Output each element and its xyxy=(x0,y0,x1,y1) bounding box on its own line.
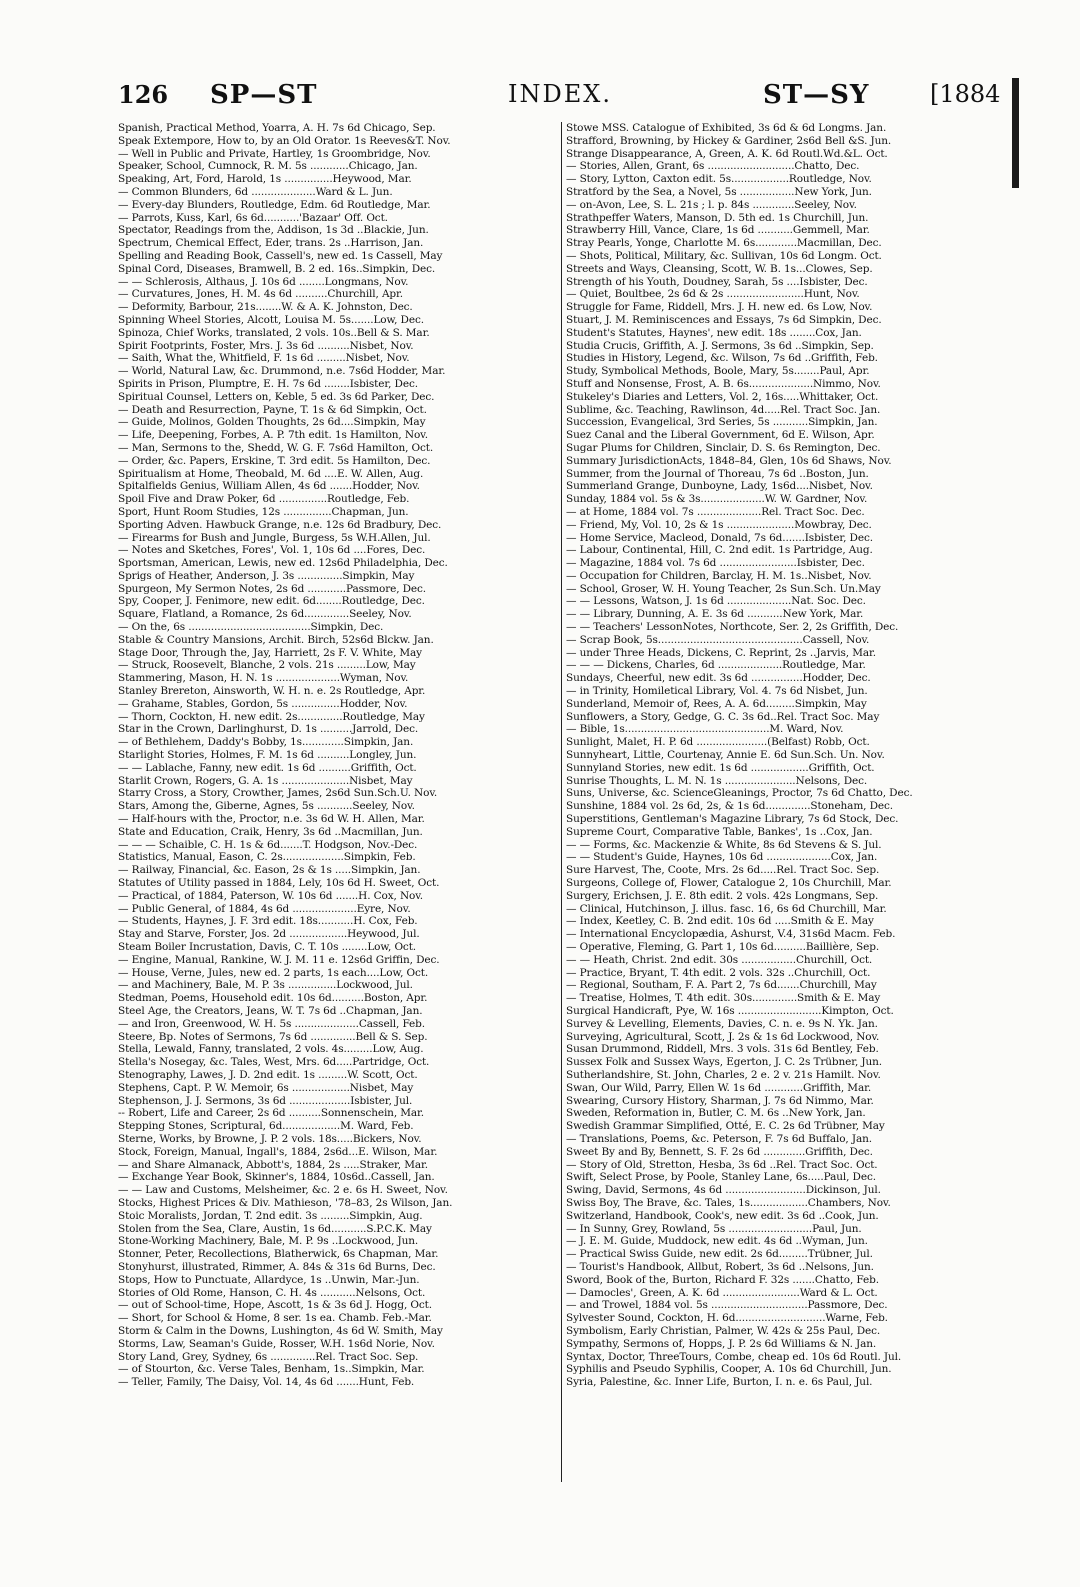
index-entry: Spanish, Practical Method, Yoarra, A. H. 7s 6d Chicago, Sep. xyxy=(118,122,436,134)
index-entry: Summerland Grange, Dunboyne, Lady, 1s6d....Nisbet, Nov. xyxy=(566,480,873,493)
index-entry: Stoic Moralists, Jordan, T. 2nd edit. 3s .........Simpkin, Aug. xyxy=(118,1209,423,1222)
index-entry: Spectator, Readings from the, Addison, 1s 3d ..Blackie, Jun. xyxy=(118,224,429,237)
index-entry: Speaker, School, Cumnock, R. M. 5s ............Chicago, Jan. xyxy=(118,160,418,173)
index-entry: Spinal Cord, Diseases, Bramwell, B. 2 ed. 16s..Simpkin, Dec. xyxy=(118,262,436,275)
header-title: INDEX. xyxy=(508,80,612,108)
page-number: 126 xyxy=(118,80,169,109)
index-entry: Stories of Old Rome, Hanson, C. H. 4s ...........Nelsons, Oct. xyxy=(118,1286,426,1299)
index-entry: Square, Flatland, a Romance, 2s 6d..............Seeley, Nov. xyxy=(118,608,412,621)
index-entry: — Curvatures, Jones, H. M. 4s 6d ..........Churchill, Apr. xyxy=(118,288,403,301)
index-entry: Spiritualism at Home, Theobald, M. 6d ....E. W. Allen, Aug. xyxy=(118,467,424,480)
index-entry: — International Encyclopædia, Ashurst, V.4, 31s6d Macm. Feb. xyxy=(566,928,896,941)
index-entry: — Scrap Book, 5s.............................................Cassell, Nov. xyxy=(566,633,870,646)
index-column-right xyxy=(566,122,998,1482)
index-entry: Sunlight, Malet, H. P. 6d ......................(Belfast) Robb, Oct. xyxy=(566,736,870,749)
index-entry: — and Machinery, Bale, M. P. 3s ...............Lockwood, Jul. xyxy=(118,979,413,992)
index-entry: Stella's Nosegay, &c. Tales, West, Mrs. 6d.....Partridge, Oct. xyxy=(118,1056,430,1069)
index-entry: — On the, 6s ......................................Simpkin, Dec. xyxy=(118,621,384,634)
index-entry: — and Trowel, 1884 vol. 5s ..............................Passmore, Dec. xyxy=(566,1299,888,1312)
index-entry: Sterne, Works, by Browne, J. P. 2 vols. 18s.....Bickers, Nov. xyxy=(118,1132,422,1145)
index-entry: — Well in Public and Private, Hartley, 1s Groombridge, Nov. xyxy=(118,147,431,160)
index-entry: Star in the Crown, Darlinghurst, D. 1s ..........Jarrold, Dec. xyxy=(118,723,419,736)
index-entry: — Saith, What the, Whitfield, F. 1s 6d .........Nisbet, Nov. xyxy=(118,352,410,365)
index-entry: Suns, Universe, &c. ScienceGleanings, Proctor, 7s 6d Chatto, Dec. xyxy=(566,787,913,800)
index-entry: — of Stourton, &c. Verse Tales, Benham, 1s..Simpkin, Mar. xyxy=(118,1363,425,1376)
index-entry: — Operative, Fleming, G. Part 1, 10s 6d..........Baillière, Sep. xyxy=(566,941,880,953)
index-entry: -- Robert, Life and Career, 2s 6d ..........Sonnenschein, Mar. xyxy=(118,1107,424,1120)
index-entry: State and Education, Craik, Henry, 3s 6d ..Macmillan, Jun. xyxy=(118,825,423,838)
index-entry: Stops, How to Punctuate, Allardyce, 1s ..Unwin, Mar.-Jun. xyxy=(118,1273,420,1286)
index-entry: — — Lessons, Watson, J. 1s 6d ....................Nat. Soc. Dec. xyxy=(566,595,866,608)
index-entry: Strange Disappearance, A, Green, A. K. 6d Routl.Wd.&L. Oct. xyxy=(566,147,888,160)
index-entry: Syntax, Doctor, ThreeTours, Combe, cheap ed. 10s 6d Routl. Jul. xyxy=(566,1350,902,1363)
index-entry: Spinning Wheel Stories, Alcott, Louisa M. 5s.......Low, Dec. xyxy=(118,313,424,326)
header-range-right: ST—SY xyxy=(763,80,870,110)
index-entry: Starlight Stories, Holmes, F. M. 1s 6d ..........Longley, Jun. xyxy=(118,749,417,762)
index-entry: Surveying, Agricultural, Scott, J. 2s & 1s 6d Lockwood, Nov. xyxy=(566,1030,880,1043)
index-entry: — under Three Heads, Dickens, C. Reprint, 2s ..Jarvis, Mar. xyxy=(566,646,876,659)
index-entry: Statutes of Utility passed in 1884, Lely, 10s 6d H. Sweet, Oct. xyxy=(118,877,440,890)
index-entry: — Half-hours with the, Proctor, n.e. 3s 6d W. H. Allen, Mar. xyxy=(118,813,425,826)
index-entry: Succession, Evangelical, 3rd Series, 5s ...........Simpkin, Jan. xyxy=(566,416,878,429)
index-entry: Sword, Book of the, Burton, Richard F. 32s .......Chatto, Feb. xyxy=(566,1273,879,1286)
index-entry: Stolen from the Sea, Clare, Austin, 1s 6d...........S.P.C.K. May xyxy=(118,1222,432,1235)
index-entry: Strathpeffer Waters, Manson, D. 5th ed. 1s Churchill, Jun. xyxy=(566,211,869,224)
index-entry: Strength of his Youth, Doudney, Sarah, 5s ....Isbister, Dec. xyxy=(566,275,868,288)
index-entry: — Struck, Roosevelt, Blanche, 2 vols. 21s .........Low, May xyxy=(118,659,416,672)
index-entry: — Thorn, Cockton, H. new edit. 2s..............Routledge, May xyxy=(118,710,425,723)
index-entry: Sportsman, American, Lewis, new ed. 12s6d Philadelphia, Dec. xyxy=(118,557,448,570)
index-entry: Stage Door, Through the, Jay, Harriett, 2s F. V. White, May xyxy=(118,646,422,659)
index-entry: — Tourist's Handbook, Allbut, Robert, 3s 6d ..Nelsons, Jun. xyxy=(566,1260,874,1273)
index-entry: Stratford by the Sea, a Novel, 5s .................New York, Jun. xyxy=(566,185,872,198)
index-entry: Sprigs of Heather, Anderson, J. 3s ..............Simpkin, May xyxy=(118,569,415,582)
index-entry: Sugar Plums for Children, Sinclair, D. S. 6s Remington, Dec. xyxy=(566,441,881,454)
index-entry: — of Bethlehem, Daddy's Bobby, 1s.............Simpkin, Jan. xyxy=(118,736,414,749)
index-entry: Suez Canal and the Liberal Government, 6d E. Wilson, Apr. xyxy=(566,429,875,442)
index-entry: Sweden, Reformation in, Butler, C. M. 6s ..New York, Jan. xyxy=(566,1107,866,1120)
index-entry: — Life, Deepening, Forbes, A. P. 7th edit. 1s Hamilton, Nov. xyxy=(118,429,428,442)
index-entry: — Death and Resurrection, Payne, T. 1s & 6d Simpkin, Oct. xyxy=(118,403,427,416)
index-entry: — Every-day Blunders, Routledge, Edm. 6d Routledge, Mar. xyxy=(118,198,431,211)
index-entry: Steere, Bp. Notes of Sermons, 7s 6d ..............Bell & S. Sep. xyxy=(118,1030,428,1043)
index-entry: — — — Schaible, C. H. 1s & 6d.......T. Hodgson, Nov.-Dec. xyxy=(118,838,418,851)
index-entry: Student's Statutes, Haynes', new edit. 18s ........Cox, Jan. xyxy=(566,326,862,339)
index-entry: — Home Service, Macleod, Donald, 7s 6d.......Isbister, Dec. xyxy=(566,531,873,544)
index-entry: Stephens, Capt. P. W. Memoir, 6s ..................Nisbet, May xyxy=(118,1081,414,1094)
index-entry: — Shots, Political, Military, &c. Sullivan, 10s 6d Longm. Oct. xyxy=(566,249,882,262)
index-entry: Study, Symbolical Methods, Boole, Mary, 5s........Paul, Apr. xyxy=(566,365,870,378)
index-entry: — World, Natural Law, &c. Drummond, n.e. 7s6d Hodder, Mar. xyxy=(118,365,446,378)
index-entry: — Treatise, Holmes, T. 4th edit. 30s..............Smith & E. May xyxy=(566,992,881,1005)
index-entry: Sunnyheart, Little, Courtenay, Annie E. 6d Sun.Sch. Un. Nov. xyxy=(566,749,885,762)
index-entry: — — — Dickens, Charles, 6d ....................Routledge, Mar. xyxy=(566,659,866,672)
index-entry: Sundays, Cheerful, new edit. 3s 6d ................Hodder, Dec. xyxy=(566,672,871,685)
index-entry: Switzerland, Handbook, Cook's, new edit. 3s 6d ..Cook, Jun. xyxy=(566,1209,879,1222)
index-entry: Spelling and Reading Book, Cassell's, new ed. 1s Cassell, May xyxy=(118,249,443,262)
index-entry: Superstitions, Gentleman's Magazine Library, 7s 6d Stock, Dec. xyxy=(566,813,899,826)
index-entry: — Notes and Sketches, Fores', Vol. 1, 10s 6d ....Fores, Dec. xyxy=(118,544,426,557)
index-entry: Spitalfields Genius, William Allen, 4s 6d .......Hodder, Nov. xyxy=(118,480,420,493)
index-entry: Sure Harvest, The, Coote, Mrs. 2s 6d.....Rel. Tract Soc. Sep. xyxy=(566,864,880,877)
index-entry: — Guide, Molinos, Golden Thoughts, 2s 6d....Simpkin, May xyxy=(118,416,426,429)
index-entry: — Man, Sermons to the, Shedd, W. G. F. 7s6d Hamilton, Oct. xyxy=(118,441,434,454)
index-entry: — In Sunny, Grey, Rowland, 5s ..........................Paul, Jun. xyxy=(566,1222,862,1235)
index-entry: — Clinical, Hutchinson, J. illus. fasc. 16, 6s 6d Churchill, Mar. xyxy=(566,902,887,915)
index-entry: — School, Groser, W. H. Young Teacher, 2s Sun.Sch. Un.May xyxy=(566,582,881,595)
index-entry: Steel Age, the Creators, Jeans, W. T. 7s 6d ..Chapman, Jan. xyxy=(118,1004,423,1017)
index-entry: Swing, David, Sermons, 4s 6d .........................Dickinson, Jul. xyxy=(566,1184,881,1197)
index-entry: — Parrots, Kuss, Karl, 6s 6d...........'Bazaar' Off. Oct. xyxy=(118,211,388,224)
index-entry: Stowe MSS. Catalogue of Exhibited, 3s 6d & 6d Longms. Jan. xyxy=(566,122,887,134)
index-entry: Stocks, Highest Prices & Div. Mathieson, '78–83, 2s Wilson, Jan. xyxy=(118,1196,453,1209)
index-entry: Sport, Hunt Room Studies, 12s ...............Chapman, Jun. xyxy=(118,505,409,518)
index-entry: Stedman, Poems, Household edit. 10s 6d..........Boston, Apr. xyxy=(118,992,428,1005)
index-entry: — — Heath, Christ. 2nd edit. 30s .................Churchill, Oct. xyxy=(566,953,873,966)
index-entry: Stuart, J. M. Reminiscences and Essays, 7s 6d Simpkin, Dec. xyxy=(566,313,882,326)
index-entry: Swiss Boy, The Brave, &c. Tales, 1s..................Chambers, Nov. xyxy=(566,1196,891,1209)
index-entry: Supreme Court, Comparative Table, Bankes', 1s ..Cox, Jan. xyxy=(566,825,873,838)
index-entry: Surgery, Erichsen, J. E. 8th edit. 2 vols. 42s Longmans, Sep. xyxy=(566,889,879,902)
index-entry: Survey & Levelling, Elements, Davies, C. n. e. 9s N. Yk. Jan. xyxy=(566,1017,878,1030)
index-entry: Stuff and Nonsense, Frost, A. B. 6s....................Nimmo, Nov. xyxy=(566,377,881,390)
index-entry: Spinoza, Chief Works, translated, 2 vols. 10s..Bell & S. Mar. xyxy=(118,326,430,339)
index-entry: Syria, Palestine, &c. Inner Life, Burton, I. n. e. 6s Paul, Jul. xyxy=(566,1376,873,1389)
index-entry: — Story of Old, Stretton, Hesba, 3s 6d ..Rel. Tract Soc. Oct. xyxy=(566,1158,878,1171)
index-entry: Spiritual Counsel, Letters on, Keble, 5 ed. 3s 6d Parker, Dec. xyxy=(118,390,435,403)
index-entry: Sylvester Sound, Cockton, H. 6d............................Warne, Feb. xyxy=(566,1312,888,1325)
index-entry: — Exchange Year Book, Skinner's, 1884, 10s6d..Cassell, Jan. xyxy=(118,1171,435,1184)
index-entry: Stars, Among the, Giberne, Agnes, 5s ...........Seeley, Nov. xyxy=(118,800,415,813)
index-entry: Surgical Handicraft, Pye, W. 16s ..........................Kimpton, Oct. xyxy=(566,1004,894,1017)
running-header xyxy=(118,80,1001,120)
index-entry: Sunflowers, a Story, Gedge, G. C. 3s 6d..Rel. Tract Soc. May xyxy=(566,710,880,723)
index-entry: — at Home, 1884 vol. 7s ....................Rel. Tract Soc. Dec. xyxy=(566,505,865,518)
index-entry: Syphilis and Pseudo Syphilis, Cooper, A. 10s 6d Churchill, Jun. xyxy=(566,1363,892,1376)
index-entry: — Short, for School & Home, 8 ser. 1s ea. Chamb. Feb.-Mar. xyxy=(118,1312,432,1325)
index-entry: — Stories, Allen, Grant, 6s ...........................Chatto, Dec. xyxy=(566,160,860,173)
index-entry: Storms, Law, Seaman's Guide, Rosser, W.H. 1s6d Norie, Nov. xyxy=(118,1337,435,1350)
index-entry: — Deformity, Barbour, 21s........W. & A. K. Johnston, Dec. xyxy=(118,301,413,314)
index-entry: — Common Blunders, 6d ....................Ward & L. Jun. xyxy=(118,185,393,198)
index-entry: Sublime, &c. Teaching, Rawlinson, 4d.....Rel. Tract Soc. Jan. xyxy=(566,403,881,416)
index-entry: Starlit Crown, Rogers, G. A. 1s .....................Nisbet, May xyxy=(118,774,413,787)
index-entry: Stray Pearls, Yonge, Charlotte M. 6s.............Macmillan, Dec. xyxy=(566,237,882,250)
index-entry: Sunrise Thoughts, L. M. N. 1s ......................Nelsons, Dec. xyxy=(566,774,868,787)
index-entry: — Story, Lytton, Caxton edit. 5s..................Routledge, Nov. xyxy=(566,173,872,186)
index-entry: — Occupation for Children, Barclay, H. M. 1s..Nisbet, Nov. xyxy=(566,569,872,582)
index-entry: Strawberry Hill, Vance, Clare, 1s 6d ...........Gemmell, Mar. xyxy=(566,224,870,237)
index-entry: — — Teachers' LessonNotes, Northcote, Ser. 2, 2s Griffith, Dec. xyxy=(566,621,899,634)
index-entry: Susan Drummond, Riddell, Mrs. 3 vols. 31s 6d Bentley, Feb. xyxy=(566,1043,879,1056)
index-entry: — Damocles', Green, A. K. 6d ........................Ward & L. Oct. xyxy=(566,1286,878,1299)
index-entry: — House, Verne, Jules, new ed. 2 parts, 1s each....Low, Oct. xyxy=(118,966,429,979)
index-entry: — Teller, Family, The Daisy, Vol. 14, 4s 6d .......Hunt, Feb. xyxy=(118,1376,415,1389)
index-entry: Speaking, Art, Ford, Harold, 1s ...............Heywood, Mar. xyxy=(118,173,412,186)
index-entry: Sutherlandshire, St. John, Charles, 2 e. 2 v. 21s Hamilt. Nov. xyxy=(566,1068,881,1081)
index-entry: — Regional, Southam, F. A. Part 2, 7s 6d.......Churchill, May xyxy=(566,979,877,992)
index-entry: Symbolism, Early Christian, Palmer, W. 42s & 25s Paul, Dec. xyxy=(566,1324,881,1337)
index-entry: Spoil Five and Draw Poker, 6d ...............Routledge, Feb. xyxy=(118,493,410,506)
index-column-left xyxy=(118,122,558,1482)
index-entry: — Translations, Poems, &c. Peterson, F. 7s 6d Buffalo, Jan. xyxy=(566,1132,872,1145)
index-entry: Sunnyland Stories, new edit. 1s 6d ..................Griffith, Oct. xyxy=(566,761,875,774)
index-entry: Speak Extempore, How to, by an Old Orator. 1s Reeves&T. Nov. xyxy=(118,134,451,147)
index-entry: Summary JurisdictionActs, 1848–84, Glen, 10s 6d Shaws, Nov. xyxy=(566,454,892,467)
index-entry: Sympathy, Sermons of, Hopps, J. P. 2s 6d Williams & N. Jan. xyxy=(566,1337,877,1350)
index-entry: Swift, Select Prose, by Poole, Stanley Lane, 6s.....Paul, Dec. xyxy=(566,1171,876,1184)
index-entry: Stay and Starve, Forster, Jos. 2d ..................Heywood, Jul. xyxy=(118,928,420,941)
header-year: [1884 xyxy=(930,80,1001,108)
index-entry: — Friend, My, Vol. 10, 2s & 1s .....................Mowbray, Dec. xyxy=(566,518,872,531)
index-entry: Stella, Lewald, Fanny, translated, 2 vols. 4s.........Low, Aug. xyxy=(118,1043,424,1056)
index-entry: Sunday, 1884 vol. 5s & 3s....................W. W. Gardner, Nov. xyxy=(566,493,868,506)
index-entry: Struggle for Fame, Riddell, Mrs. J. H. new ed. 6s Low, Nov. xyxy=(566,301,873,314)
index-entry: — Bible, 1s.............................................M. Ward, Nov. xyxy=(566,723,844,736)
index-entry: — — Forms, &c. Mackenzie & White, 8s 6d Stevens & S. Jul. xyxy=(566,838,882,851)
index-entry: Streets and Ways, Cleansing, Scott, W. B. 1s...Clowes, Sep. xyxy=(566,262,873,275)
index-entry: Stenography, Lawes, J. D. 2nd edit. 1s .........W. Scott, Oct. xyxy=(118,1068,418,1081)
index-entry: Studies in History, Legend, &c. Wilson, 7s 6d ..Griffith, Feb. xyxy=(566,352,878,365)
header-range-left: SP—ST xyxy=(210,80,318,110)
index-entry: Stanley Brereton, Ainsworth, W. H. n. e. 2s Routledge, Apr. xyxy=(118,685,426,698)
index-entry: Swan, Our Wild, Parry, Ellen W. 1s 6d ............Griffith, Mar. xyxy=(566,1081,872,1094)
index-entry: Sunderland, Memoir of, Rees, A. A. 6d.........Simpkin, May xyxy=(566,697,867,710)
index-entry: — Students, Haynes, J. F. 3rd edit. 18s...........H. Cox, Feb. xyxy=(118,915,418,928)
index-entry: — J. E. M. Guide, Muddock, new edit. 4s 6d ..Wyman, Jun. xyxy=(566,1235,868,1248)
index-entry: Storm & Calm in the Downs, Lushington, 4s 6d W. Smith, May xyxy=(118,1324,443,1337)
index-entry: — on-Avon, Lee, S. L. 21s ; l. p. 84s .............Seeley, Nov. xyxy=(566,198,857,211)
index-entry: — Practice, Bryant, T. 4th edit. 2 vols. 32s ..Churchill, Oct. xyxy=(566,966,871,979)
index-entry: — — Library, Dunning, A. E. 3s 6d ...........New York, Mar. xyxy=(566,608,864,621)
index-entry: — — Schlerosis, Althaus, J. 10s 6d ........Longmans, Nov. xyxy=(118,275,409,288)
index-entry: — Index, Keetley, C. B. 2nd edit. 10s 6d .....Smith & E. May xyxy=(566,915,874,928)
index-entry: — and Iron, Greenwood, W. H. 5s ....................Cassell, Feb. xyxy=(118,1017,425,1030)
index-entry: — Firearms for Bush and Jungle, Burgess, 5s W.H.Allen, Jul. xyxy=(118,531,431,544)
page-edge-mark xyxy=(1012,78,1019,188)
index-entry: — Order, &c. Papers, Erskine, T. 3rd edit. 5s Hamilton, Dec. xyxy=(118,454,431,467)
index-entry: Stone-Working Machinery, Bale, M. P. 9s ..Lockwood, Jun. xyxy=(118,1235,419,1248)
index-entry: Stonyhurst, illustrated, Rimmer, A. 84s & 31s 6d Burns, Dec. xyxy=(118,1260,436,1273)
index-entry: Spy, Cooper, J. Fenimore, new edit. 6d........Routledge, Dec. xyxy=(118,595,425,608)
index-entry: Spurgeon, My Sermon Notes, 2s 6d ............Passmore, Dec. xyxy=(118,582,427,595)
index-entry: Story Land, Grey, Sydney, 6s ..............Rel. Tract Soc. Sep. xyxy=(118,1350,419,1363)
column-divider xyxy=(561,122,562,1482)
index-entry: Strafford, Browning, by Hickey & Gardiner, 2s6d Bell &S. Jun. xyxy=(566,134,892,147)
index-entry: Sweet By and By, Bennett, S. F. 2s 6d .............Griffith, Dec. xyxy=(566,1145,873,1158)
index-entry: Stukeley's Diaries and Letters, Vol. 2, 16s.....Whittaker, Oct. xyxy=(566,390,879,403)
index-entry: Spirit Footprints, Foster, Mrs. J. 3s 6d ..........Nisbet, Nov. xyxy=(118,339,414,352)
index-entry: Steam Boiler Incrustation, Davis, C. T. 10s ........Low, Oct. xyxy=(118,941,417,953)
index-entry: Starry Cross, a Story, Crowther, James, 2s6d Sun.Sch.U. Nov. xyxy=(118,787,438,800)
index-entry: Stammering, Mason, H. N. 1s ....................Wyman, Nov. xyxy=(118,672,409,685)
index-entry: Sunshine, 1884 vol. 2s 6d, 2s, & 1s 6d..............Stoneham, Dec. xyxy=(566,800,893,813)
index-entry: — in Trinity, Homiletical Library, Vol. 4. 7s 6d Nisbet, Jun. xyxy=(566,685,868,698)
index-entry: — Public General, of 1884, 4s 6d ....................Eyre, Nov. xyxy=(118,902,411,915)
index-entry: Statistics, Manual, Eason, C. 2s...................Simpkin, Feb. xyxy=(118,851,416,864)
index-entry: — — Law and Customs, Melsheimer, &c. 2 e. 6s H. Sweet, Nov. xyxy=(118,1184,448,1197)
index-entry: — Labour, Continental, Hill, C. 2nd edit. 1s Partridge, Aug. xyxy=(566,544,873,557)
index-entry: Sussex Folk and Sussex Ways, Egerton, J. C. 2s Trübner, Jun. xyxy=(566,1056,883,1069)
index-entry: Summer, from the Journal of Thoreau, 7s 6d ..Boston, Jun. xyxy=(566,467,869,480)
index-entry: — Practical, of 1884, Paterson, W. 10s 6d .......H. Cox, Nov. xyxy=(118,889,424,902)
index-entry: Swearing, Cursory History, Sharman, J. 7s 6d Nimmo, Mar. xyxy=(566,1094,874,1107)
index-entry: — Magazine, 1884 vol. 7s 6d ........................Isbister, Dec. xyxy=(566,557,865,570)
index-entry: — out of School-time, Hope, Ascott, 1s & 3s 6d J. Hogg, Oct. xyxy=(118,1299,432,1312)
index-entry: Spectrum, Chemical Effect, Eder, trans. 2s ..Harrison, Jan. xyxy=(118,237,424,250)
index-entry: — — Student's Guide, Haynes, 10s 6d ....................Cox, Jan. xyxy=(566,851,878,864)
index-entry: — and Share Almanack, Abbott's, 1884, 2s .....Straker, Mar. xyxy=(118,1158,428,1171)
index-entry: Stepping Stones, Scriptural, 6d..................M. Ward, Feb. xyxy=(118,1120,414,1133)
index-entry: Stable & Country Mansions, Archit. Birch, 52s6d Blckw. Jan. xyxy=(118,633,434,646)
index-entry: Swedish Grammar Simplified, Otté, E. C. 2s 6d Trübner, May xyxy=(566,1120,885,1133)
index-entry: — — Lablache, Fanny, new edit. 1s 6d ..........Griffith, Oct. xyxy=(118,761,417,774)
index-entry: — Practical Swiss Guide, new edit. 2s 6d.........Trübner, Jul. xyxy=(566,1248,873,1261)
index-entry: Surgeons, College of, Flower, Catalogue 2, 10s Churchill, Mar. xyxy=(566,877,892,890)
index-entry: Stonner, Peter, Recollections, Blatherwick, 6s Chapman, Mar. xyxy=(118,1248,439,1261)
index-entry: — Railway, Financial, &c. Eason, 2s & 1s .....Simpkin, Jan. xyxy=(118,864,421,877)
index-entry: Stock, Foreign, Manual, Ingall's, 1884, 2s6d...E. Wilson, Mar. xyxy=(118,1145,438,1158)
index-entry: Sporting Adven. Hawbuck Grange, n.e. 12s 6d Bradbury, Dec. xyxy=(118,518,442,531)
index-entry: — Quiet, Boultbee, 2s 6d & 2s ........................Hunt, Nov. xyxy=(566,288,860,301)
index-entry: — Grahame, Stables, Gordon, 5s ...............Hodder, Nov. xyxy=(118,697,408,710)
index-entry: Stephenson, J. J. Sermons, 3s 6d ...................Isbister, Jul. xyxy=(118,1094,413,1107)
index-entry: — Engine, Manual, Rankine, W. J. M. 11 e. 12s6d Griffin, Dec. xyxy=(118,953,440,966)
index-entry: Studia Crucis, Griffith, A. J. Sermons, 3s 6d ..Simpkin, Sep. xyxy=(566,339,874,352)
index-entry: Spirits in Prison, Plumptre, E. H. 7s 6d ........Isbister, Dec. xyxy=(118,377,418,390)
